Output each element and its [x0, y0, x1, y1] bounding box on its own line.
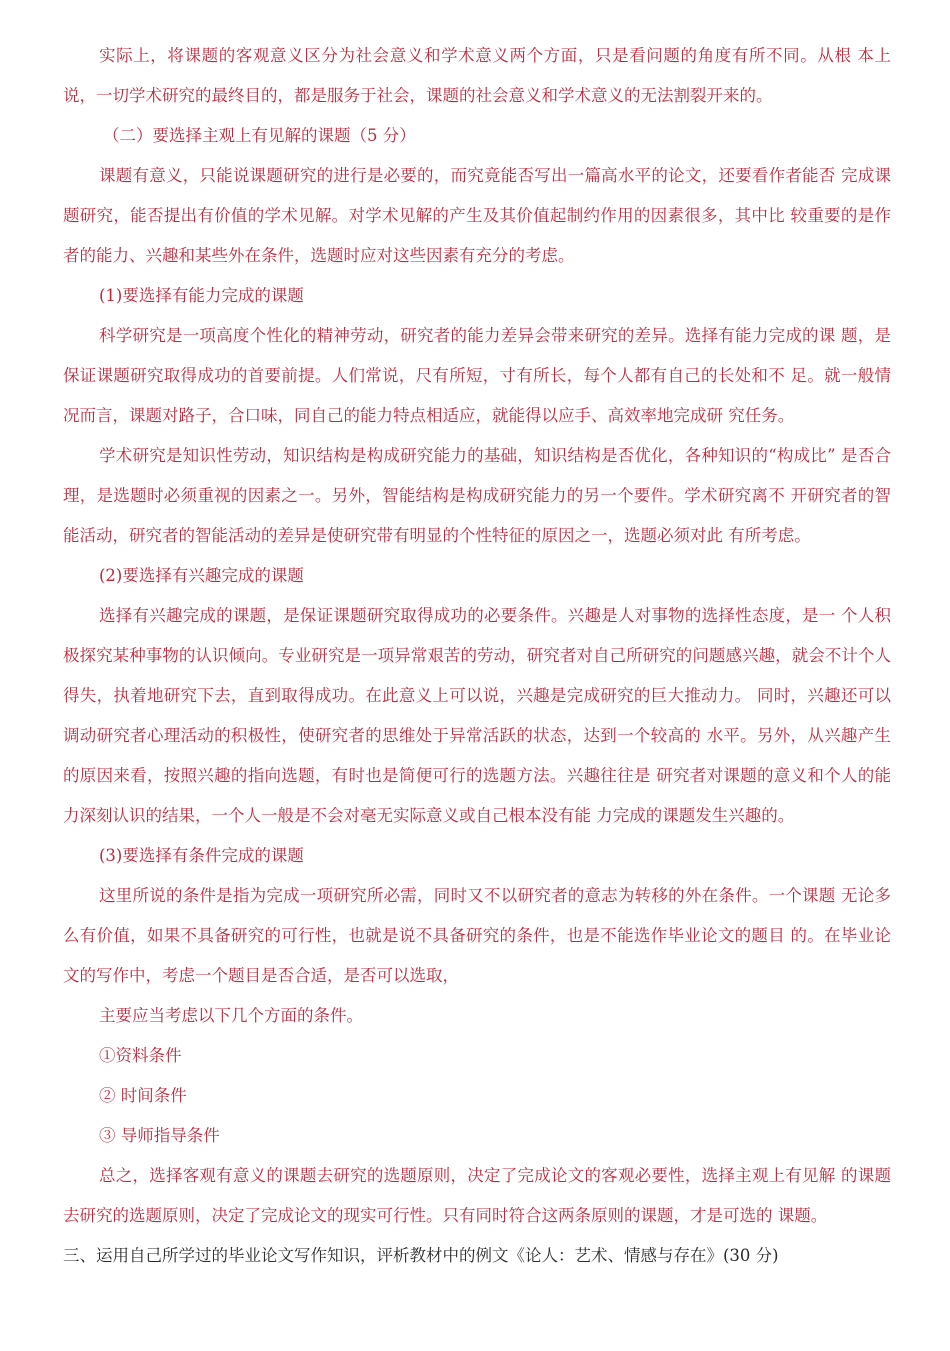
paragraph-conditions-intro: 主要应当考虑以下几个方面的条件。 — [99, 1006, 363, 1025]
list-item-time: ② 时间条件 — [99, 1086, 187, 1105]
paragraph-interest: 选择有兴趣完成的课题，是保证课题研究取得成功的必要条件。兴趣是人对事物的选择性态度，是一 个人积极探究某种事物的认识倾向。专业研究是一项异常艰苦的劳动，研究者对自己所研究的问题感兴趣，就会不计个人得失，执着地研究下去，直到取得成功。在此意义上可以说，兴趣是完成研究的巨大推动力。 同时，兴趣还可以调动研究者心理活动的积极性，使研究者的思维处于异常活跃的状态，达到一个较高的 水平。另外，从兴趣产生的原因来看，按照兴趣的指向选题，有时也是简便可行的选题方法。兴趣往往是 研究者对课题的意义和个人的能力深刻认识的结果，一个人一般是不会对毫无实际意义或自己根本没有能 力完成的课题发生兴趣的。 — [63, 606, 891, 825]
paragraph-summary: 总之，选择客观有意义的课题去研究的选题原则，决定了完成论文的客观必要性，选择主观上有见解 的课题去研究的选题原则，决定了完成论文的现实可行性。只有同时符合这两条原则的课题，才是可选的 课题。 — [63, 1166, 891, 1225]
question-three-heading: 三、运用自己所学过的毕业论文写作知识，评析教材中的例文《论人：艺术、情感与存在》(30 分) — [63, 1246, 779, 1265]
paragraph-objective-meaning: 实际上，将课题的客观意义区分为社会意义和学术意义两个方面，只是看问题的角度有所不同。从根 本上说，一切学术研究的最终目的，都是服务于社会，课题的社会意义和学术意义的无法割裂开来的。 — [63, 46, 891, 105]
subheading-ability: (1)要选择有能力完成的课题 — [99, 286, 304, 305]
paragraph-conditions: 这里所说的条件是指为完成一项研究所必需，同时又不以研究者的意志为转移的外在条件。一个课题 无论多么有价值，如果不具备研究的可行性，也就是说不具备研究的条件，也是不能选作毕业论文的题目 的。在毕业论文的写作中，考虑一个题目是否合适，是否可以选取， — [63, 886, 891, 985]
subheading-conditions: (3)要选择有条件完成的课题 — [99, 846, 304, 865]
subheading-interest: (2)要选择有兴趣完成的课题 — [99, 566, 304, 585]
paragraph-ability-1: 科学研究是一项高度个性化的精神劳动，研究者的能力差异会带来研究的差异。选择有能力完成的课 题，是保证课题研究取得成功的首要前提。人们常说，尺有所短，寸有所长，每个人都有自己的长处和不 足。就一般情况而言，课题对路子，合口味，同自己的能力特点相适应，就能得以应手、高效率地完成研 究任务。 — [63, 326, 891, 425]
list-item-advisor: ③ 导师指导条件 — [99, 1126, 220, 1145]
list-item-materials: ①资料条件 — [99, 1046, 182, 1065]
paragraph-subjective-insight: 课题有意义，只能说课题研究的进行是必要的，而究竟能否写出一篇高水平的论文，还要看作者能否 完成课题研究，能否提出有价值的学术见解。对学术见解的产生及其价值起制约作用的因素很多，其中比 较重要的是作者的能力、兴趣和某些外在条件，选题时应对这些因素有充分的考虑。 — [63, 166, 891, 265]
section-heading-subjective-insight: （二）要选择主观上有见解的课题（5 分） — [103, 126, 416, 145]
paragraph-ability-2: 学术研究是知识性劳动，知识结构是构成研究能力的基础，知识结构是否优化，各种知识的“构成比” 是否合理，是选题时必须重视的因素之一。另外，智能结构是构成研究能力的另一个要件。学术研究离不 开研究者的智能活动，研究者的智能活动的差异是使研究带有明显的个性特征的原因之一，选题必须对此 有所考虑。 — [63, 446, 891, 545]
